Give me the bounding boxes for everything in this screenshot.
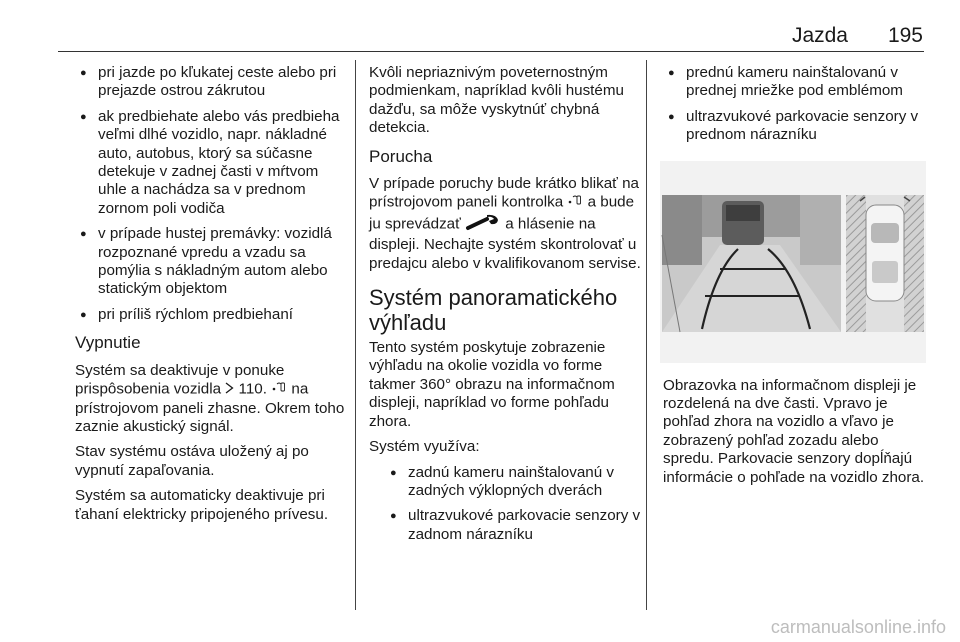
page-number: 195 xyxy=(887,24,923,47)
bullet-list xyxy=(75,64,345,324)
heading-porucha: Porucha xyxy=(369,146,433,166)
list-item: ● ultrazvukové parkovacie senzory v prednom nárazníku xyxy=(663,108,929,145)
bullet-list xyxy=(369,464,641,545)
page-reference-link[interactable]: 110. xyxy=(238,380,267,398)
paragraph: Systém využíva: xyxy=(369,438,480,456)
list-item: ● pri príliš rýchlom predbiehaní xyxy=(75,306,345,324)
heading-vypnutie: Vypnutie xyxy=(75,333,141,353)
paragraph xyxy=(75,362,345,437)
list-item: ● v prípade hustej premávky: vozidlá rozpoznané vpredu a vzadu sa pomýlia s nákladným autom alebo statickým objektom xyxy=(75,225,345,299)
paragraph-text: Systém sa deaktivuje v ponuke prispôsobenia vozidla xyxy=(75,361,285,398)
page-reference-arrow-icon xyxy=(225,381,234,399)
column-1 xyxy=(75,64,345,531)
column-3 xyxy=(663,64,929,494)
panoramic-view-display-figure xyxy=(660,161,926,363)
paragraph: Stav systému ostáva uložený aj po vypnutí zapaľovania. xyxy=(75,443,309,479)
column-divider xyxy=(355,60,356,610)
column-2 xyxy=(369,64,641,551)
paragraph-text: a hlásenie na displeji. Nechajte systém skontrolovať u predajcu alebo v kvalifikovanom servise. xyxy=(369,215,641,272)
paragraph-text: a bude ju sprevádzať xyxy=(369,194,635,233)
column-divider xyxy=(646,60,647,610)
list-item: ● pri jazde po kľukatej ceste alebo pri prejazde ostrou zákrutou xyxy=(75,64,345,101)
paragraph: Systém sa automaticky deaktivuje pri ťahaní elektricky pripojeného prívesu. xyxy=(75,487,329,523)
header-rule xyxy=(58,51,924,52)
paragraph: Tento systém poskytuje zobrazenie výhľadu na okolie vozidla vo forme takmer 360° obrazu na informačnom displeji, napríklad vo forme pohľadu zhora. xyxy=(369,339,615,430)
list-item: ● ultrazvukové parkovacie senzory v zadnom nárazníku xyxy=(385,507,641,544)
rear-camera-view-image xyxy=(662,195,841,332)
list-item: ● ak predbiehate alebo vás predbieha veľmi dlhé vozidlo, napr. nákladné auto, autobus, ktorý sa súčasne detekuje v zadnej časti v mŕtvom uhle a nachádza sa v prednom zornom poli vodiča xyxy=(75,108,345,218)
side-blind-spot-warning-icon xyxy=(567,193,583,212)
paragraph-text: na prístrojovom paneli zhasne. Okrem toho zaznie akustický signál. xyxy=(75,380,345,435)
paragraph: Obrazovka na informačnom displeji je rozdelená na dve časti. Vpravo je pohľad zhora na vozidlo a vľavo je zobrazený pohľad zozadu alebo spredu. Parkovacie senzory dopĺňajú informácie o pohľade na vozidlo zhora. xyxy=(663,376,925,486)
list-item: ● zadnú kameru nainštalovanú v zadných výklopných dverách xyxy=(385,464,641,501)
wrench-icon xyxy=(465,213,501,236)
page-header xyxy=(0,0,960,52)
heading-panoramic-view: Systém panoramatického výhľadu xyxy=(369,285,618,336)
section-title: Jazda xyxy=(791,24,848,47)
watermark: carmanualsonline.info xyxy=(770,617,946,637)
side-blind-spot-warning-icon xyxy=(271,380,287,399)
top-view-image xyxy=(846,195,924,332)
list-item: ● prednú kameru nainštalovanú v prednej mriežke pod emblémom xyxy=(663,64,929,101)
paragraph-text: V prípade poruchy bude krátko blikať na prístrojovom paneli kontrolka xyxy=(369,175,639,212)
bullet-list xyxy=(663,64,929,145)
paragraph xyxy=(369,175,641,273)
paragraph: Kvôli nepriaznivým poveternostným podmienkam, napríklad kvôli hustému dažďu, sa môže vyskytnúť chybná detekcia. xyxy=(369,64,624,137)
